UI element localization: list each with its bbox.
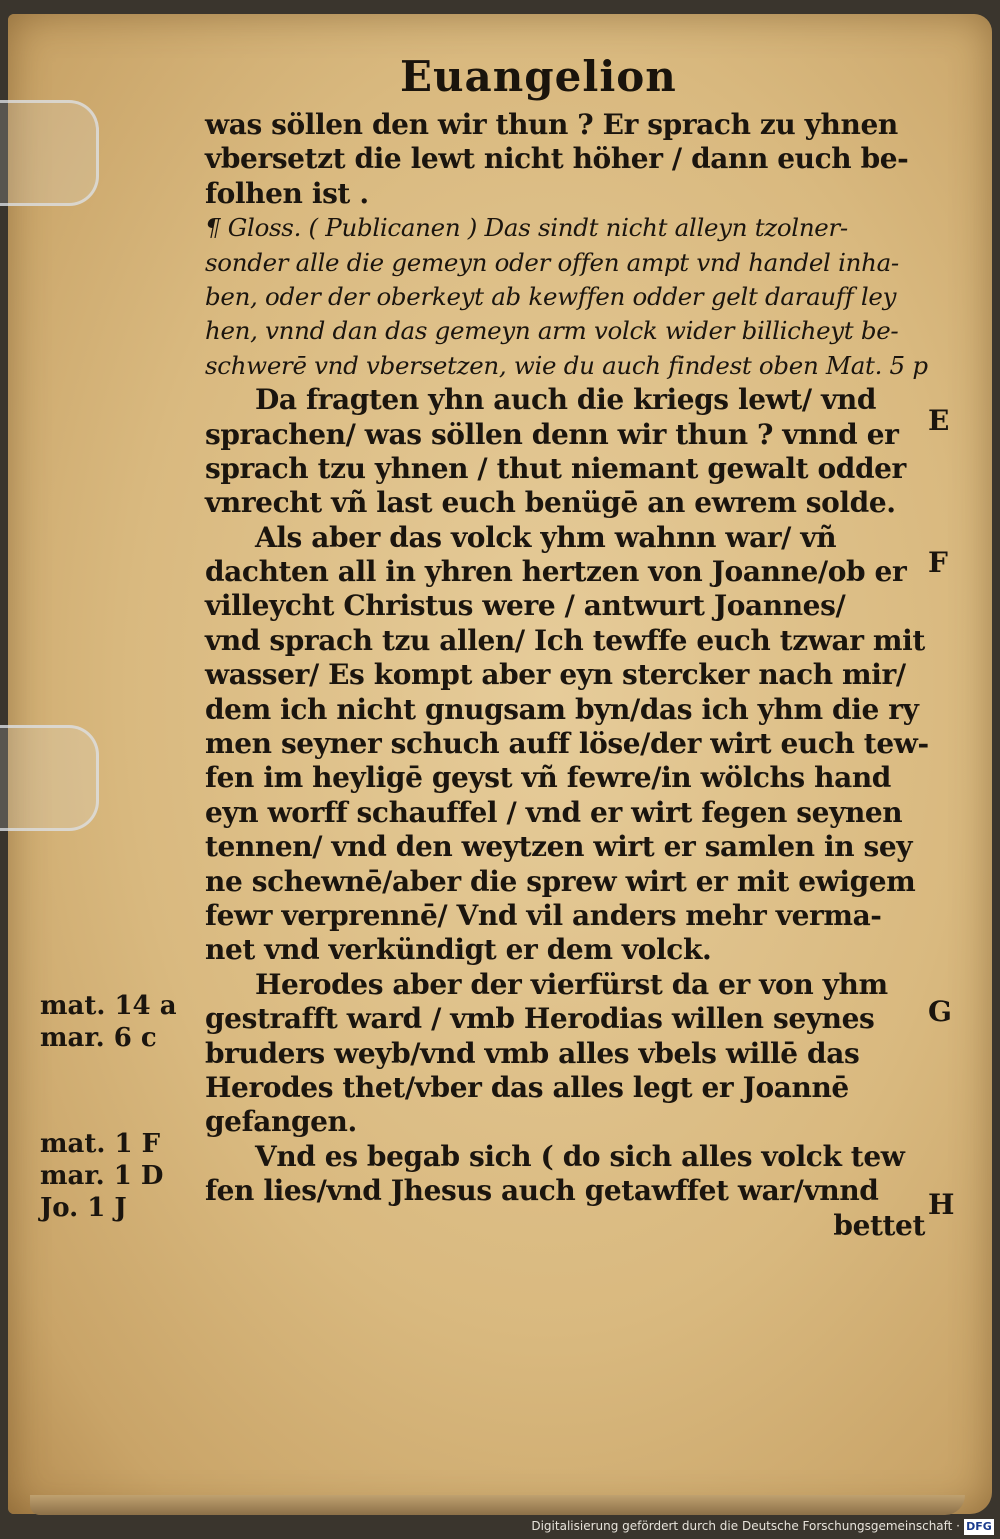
text-line: Da fragten yhn auch die kriegs lewt/ vnd	[255, 383, 877, 417]
catchword: bettet	[833, 1208, 925, 1242]
gloss-line: ben, oder der oberkeyt ab kewffen odder gelt darauff ley	[205, 281, 897, 311]
gloss-line: schwerē vnd vbersetzen, wie du auch findest oben Mat. 5 p	[205, 350, 928, 380]
text-line: dachten all in yhren hertzen von Joanne/ob er	[205, 555, 907, 589]
text-line: Herodes thet/vber das alles legt er Joannē	[205, 1070, 849, 1104]
section-marker-g: G	[928, 995, 952, 1028]
section-marker-e: E	[928, 404, 950, 437]
margin-note-2	[40, 1128, 190, 1224]
text-line: fen im heyligē geyst vñ fewre/in wölchs hand	[205, 761, 891, 795]
text-line: was söllen den wir thun ? Er sprach zu yhnen	[205, 108, 898, 141]
text-line: vnrecht vñ last euch benügē an ewrem solde.	[205, 486, 896, 520]
text-line: Vnd es begab sich ( do sich alles volck tew	[255, 1139, 905, 1173]
text-line: gefangen.	[205, 1105, 357, 1139]
margin-note-1	[40, 990, 190, 1054]
text-line: sprach tzu yhnen / thut niemant gewalt odder	[205, 451, 906, 485]
section-marker-h: H	[928, 1188, 955, 1221]
gloss-line: hen, vnnd dan das gemeyn arm volck wider billicheyt be‑	[205, 316, 899, 346]
text-line: net vnd verkündigt er dem volck.	[205, 933, 712, 967]
text-line: Herodes aber der vierfürst da er von yhm	[255, 967, 888, 1001]
text-line: Als aber das volck yhm wahnn war/ vñ	[255, 520, 837, 554]
page-clip-top	[0, 100, 99, 206]
margin-note-line: mar. 1 D	[40, 1161, 164, 1191]
text-line: tennen/ vnd den weytzen wirt er samlen in sey	[205, 830, 913, 864]
margin-note-line: mar. 6 c	[40, 1023, 157, 1053]
gloss-line: ¶ Gloss. ( Publicanen ) Das sindt nicht alleyn tzolner‑	[205, 213, 848, 243]
text-line: men seyner schuch auff löse/der wirt euch tew‑	[205, 727, 929, 761]
text-line: eyn worff schauffel / vnd er wirt fegen seynen	[205, 795, 903, 829]
text-line: sprachen/ was söllen denn wir thun ? vnnd er	[205, 417, 899, 451]
footer-credit: Digitalisierung gefördert durch die Deutsche Forschungsgemeinschaft ·	[531, 1519, 960, 1533]
page-clip-bottom	[0, 725, 99, 831]
section-marker-f: F	[928, 546, 948, 579]
text-line: vnd sprach tzu allen/ Ich tewffe euch tzwar mit	[205, 623, 925, 657]
text-line: villeycht Christus were / antwurt Joannes/	[205, 589, 846, 623]
running-head: Euangelion	[400, 52, 677, 101]
text-line: fewr verprennē/ Vnd vil anders mehr verma‑	[205, 898, 882, 932]
margin-note-line: mat. 14 a	[40, 991, 177, 1021]
text-line: bruders weyb/vnd vmb alles vbels willē das	[205, 1036, 860, 1070]
text-line: gestrafft ward / vmb Herodias willen seynes	[205, 1002, 875, 1036]
margin-note-line: mat. 1 F	[40, 1129, 161, 1159]
text-line: vbersetzt die lewt nicht höher / dann euch be‑	[205, 142, 909, 176]
text-line: dem ich nicht gnugsam byn/das ich yhm die ry	[205, 692, 919, 726]
margin-note-line: Jo. 1 J	[40, 1193, 127, 1223]
text-line: folhen ist .	[205, 176, 369, 210]
text-line: fen lies/vnd Jhesus auch getawffet war/vnnd	[205, 1174, 879, 1208]
page-edge	[30, 1495, 965, 1515]
dfg-logo: DFG	[964, 1519, 994, 1535]
gloss-line: sonder alle die gemeyn oder offen ampt vnd handel inha‑	[205, 247, 899, 277]
body-text	[205, 108, 935, 1243]
text-line: ne schewnē/aber die sprew wirt er mit ewigem	[205, 864, 916, 898]
text-line: wasser/ Es kompt aber eyn stercker nach mir/	[205, 658, 906, 692]
